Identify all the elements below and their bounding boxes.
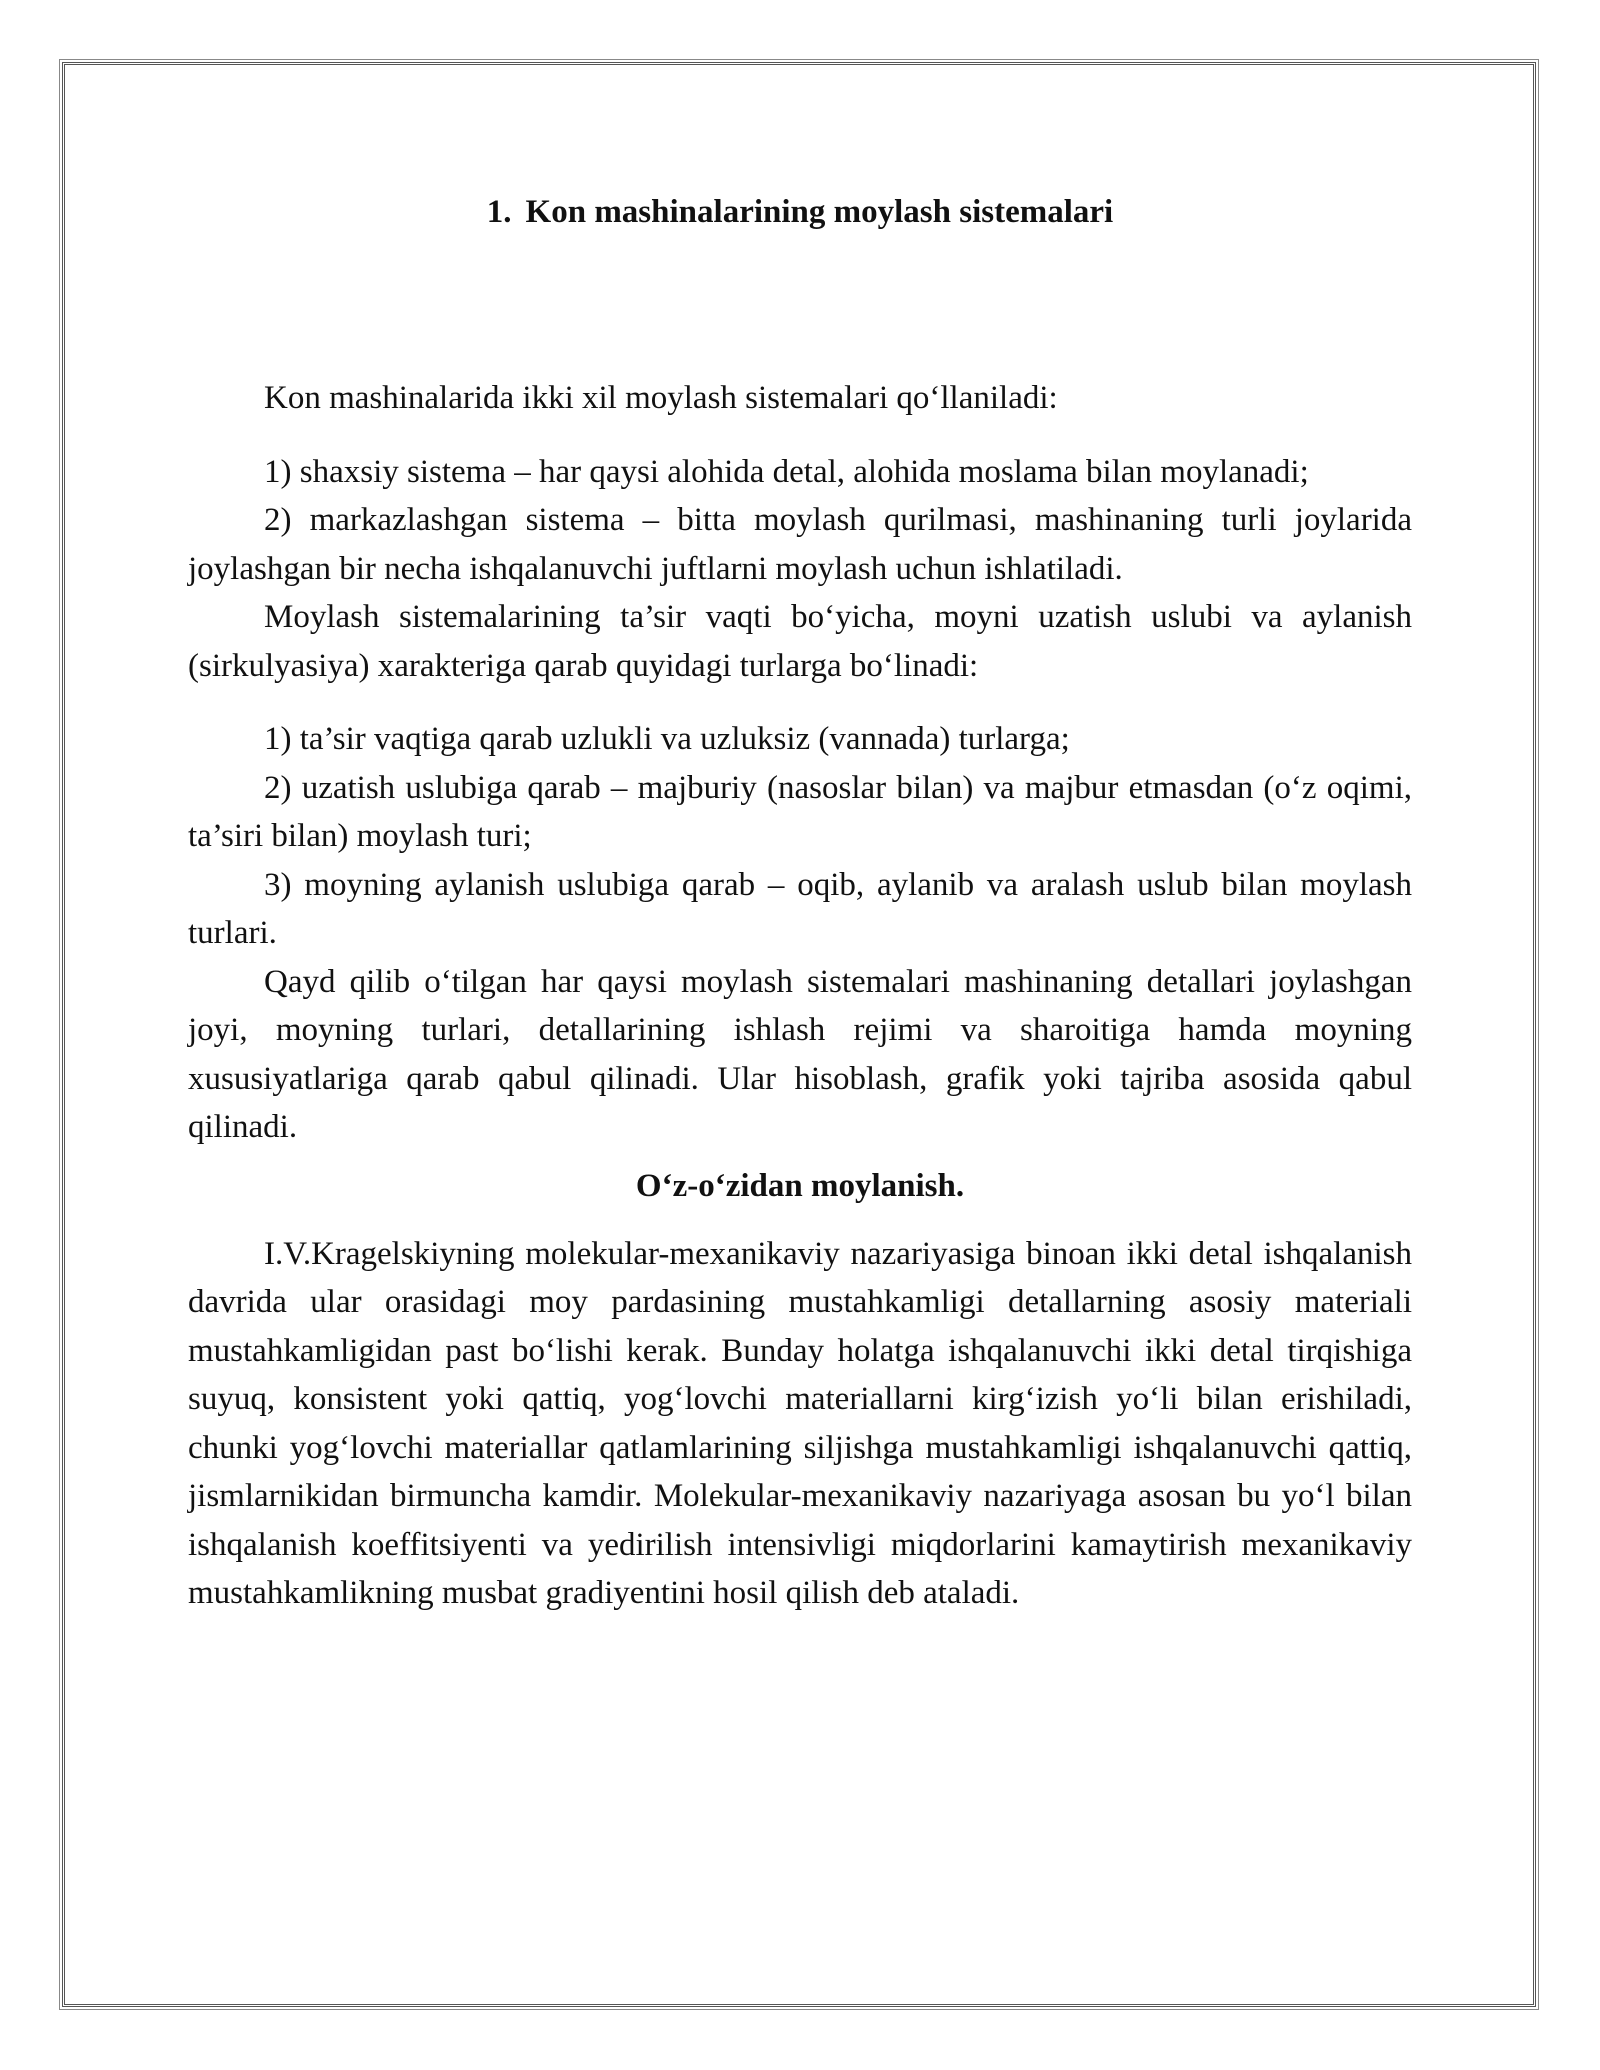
list-item-personal-system: 1) shaxsiy sistema – har qaysi alohida detal, alohida moslama bilan moylanadi; (264, 453, 1309, 490)
paragraph-classification: Moylash sistemalarining ta’sir vaqti bo‘yicha, moyni uzatish uslubi va aylanish (sirkulyasiya) xarakteriga qarab quyidagi turlarga bo‘linadi: (188, 599, 1412, 684)
section-heading: O‘z-o‘zidan moylanish. (635, 1167, 965, 1204)
paragraph-intro: Kon mashinalarida ikki xil moylash sistemalari qo‘llaniladi: (264, 380, 1058, 416)
document-body (188, 184, 1412, 1618)
list-item-action-time: 1) ta’sir vaqtiga qarab uzlukli va uzluksiz (vannada) turlarga; (264, 721, 1070, 757)
paragraph-selection: Qayd qilib o‘tilgan har qaysi moylash sistemalari mashinaning detallari joylashgan joyi, moyning turlari, detallarining ishlash rejimi va sharoitiga hamda moyning xususiyatlariga qarab qabul qilinadi. Ular hisoblash, grafik yoki tajriba asosida qabul qilinadi. (188, 963, 1412, 1145)
list-item-centralized-system: 2) markazlashgan sistema – bitta moylash qurilmasi, mashinaning turli joylarida joylashgan bir necha ishqalanuvchi juftlarni moylash uchun ishlatiladi. (188, 502, 1412, 587)
title-number: 1. (486, 194, 512, 230)
list-item-supply-method: 2) uzatish uslubiga qarab – majburiy (nasoslar bilan) va majbur etmasdan (o‘z oqimi, ta’siri bilan) moylash turi; (188, 769, 1412, 854)
title-text: Kon mashinalarining moylash sistemalari (525, 194, 1114, 230)
paragraph-theory: I.V.Kragelskiyning molekular-mexanikaviy nazariyasiga binoan ikki detal ishqalanish davrida ular orasidagi moy pardasining mustahkamligi detallarning asosiy materiali mustahkamligidan past bo‘lishi kerak. Bunday holatga ishqalanuvchi ikki detal tirqishiga suyuq, konsistent yoki qattiq, yog‘lovchi materiallarni kirg‘izish yo‘li bilan erishiladi, chunki yog‘lovchi materiallar qatlamlarining siljishga mustahkamligi ishqalanuvchi qattiq, jismlarnikidan birmuncha kamdir. Molekular-mexanikaviy nazariyaga asosan bu yo‘l bilan ishqalanish koeffitsiyenti va yedirilish intensivligi miqdorlarini kamaytirish mexanikaviy mustahkamlikning musbat gradiyentini hosil qilish deb ataladi. (188, 1235, 1412, 1611)
list-item-circulation-method: 3) moyning aylanish uslubiga qarab – oqib, aylanib va aralash uslub bilan moylash turlari. (188, 866, 1412, 951)
page-title (188, 184, 1412, 240)
